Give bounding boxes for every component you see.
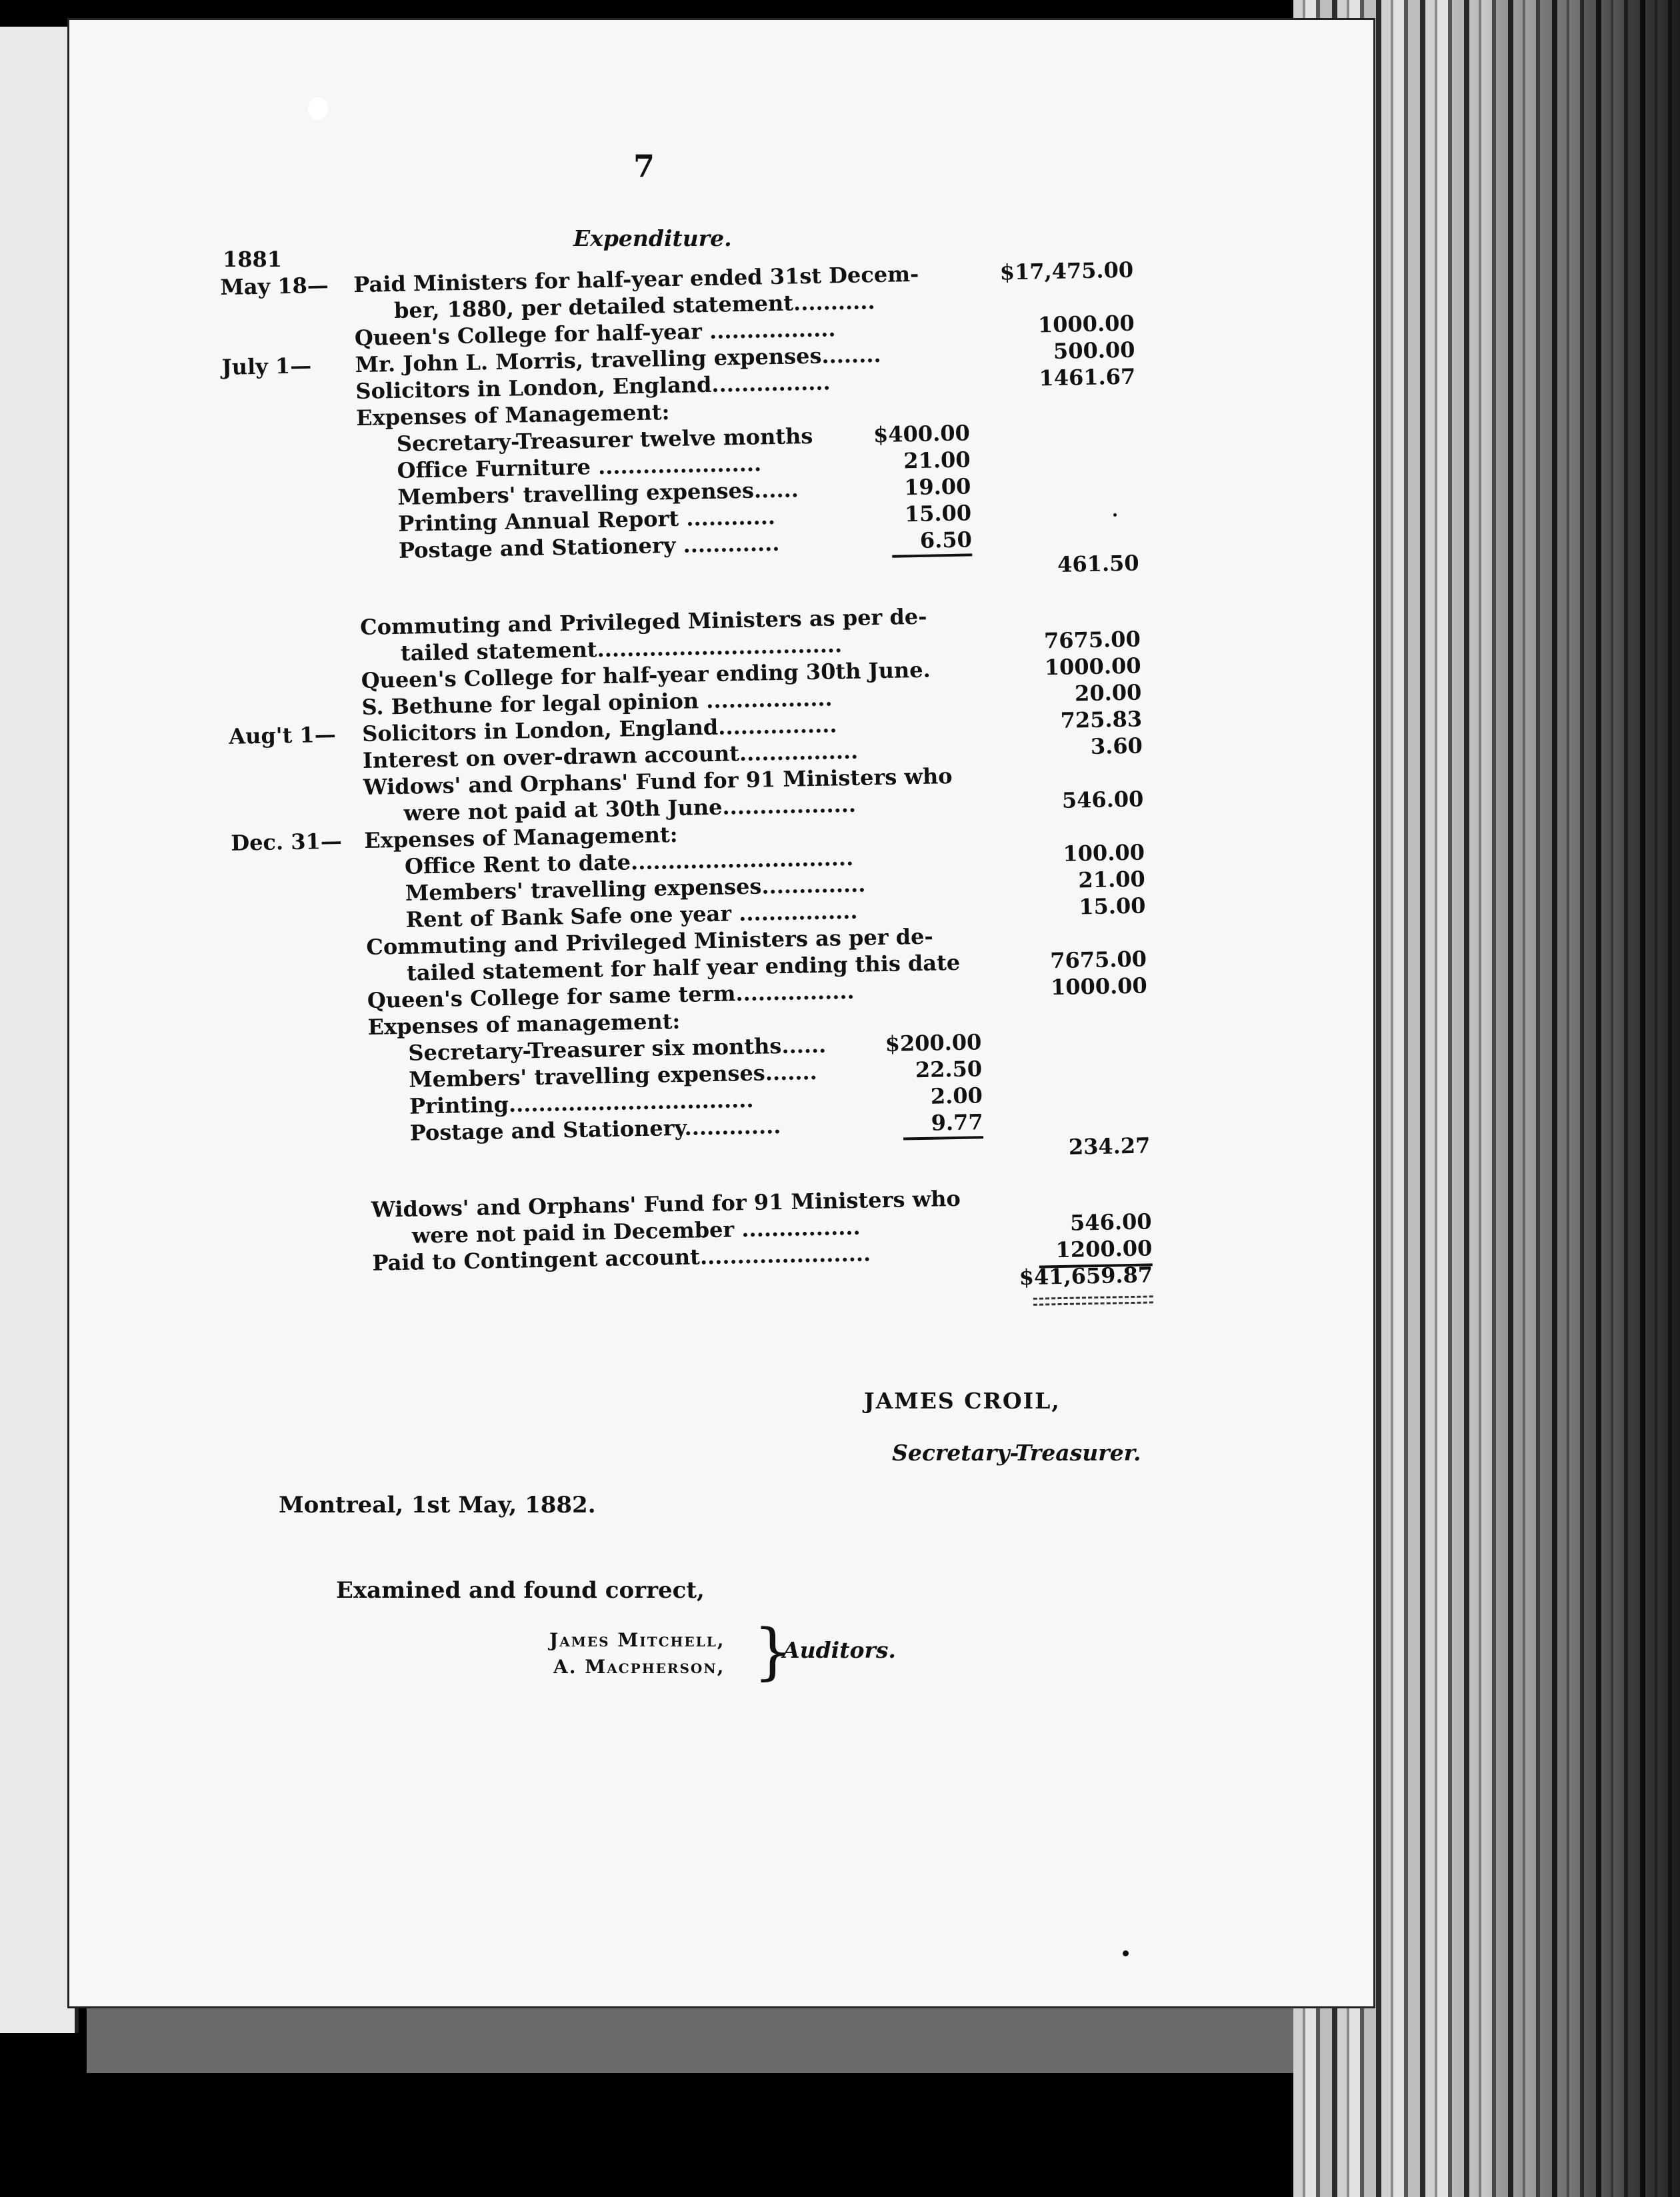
ledger-description: Paid to Contingent account....................... <box>372 1240 871 1276</box>
ledger-sub-amount: 2.00 <box>930 1083 983 1109</box>
ledger-description: Queen's College for same term................ <box>367 978 855 1013</box>
ledger-description: tailed statement................................. <box>400 632 843 666</box>
binding-shadow <box>1453 0 1680 2197</box>
ledger-description: Members' travelling expenses...... <box>397 477 799 510</box>
ledger-amount: 1000.00 <box>1044 653 1141 681</box>
ledger-description: Members' travelling expenses.............. <box>405 871 866 906</box>
ledger-sub-amount: 9.77 <box>931 1109 983 1136</box>
ledger-description: Expenses of management: <box>367 1008 681 1040</box>
ledger-description: Mr. John L. Morris, travelling expenses........ <box>355 341 881 378</box>
ledger-description: were not paid in December ................ <box>411 1214 861 1248</box>
ledger-amount: 546.00 <box>1069 1208 1152 1236</box>
ledger-sub-amount: $200.00 <box>885 1029 982 1057</box>
ledger-sub-amount: $400.00 <box>873 420 971 448</box>
page-number: 7 <box>633 148 655 184</box>
ledger-amount: 100.00 <box>1063 839 1145 867</box>
ledger-amount: 7675.00 <box>1043 626 1141 654</box>
ledger-description: Rent of Bank Safe one year ................ <box>405 898 858 933</box>
ledger-date: May 18— <box>220 272 329 300</box>
ledger-sub-amount: 21.00 <box>903 447 971 474</box>
ledger-description: Widows' and Orphans' Fund for 91 Ministers who <box>371 1185 961 1222</box>
ledger-description: Widows' and Orphans' Fund for 91 Ministers who <box>363 763 953 801</box>
ledger-description: Printing................................. <box>409 1087 754 1119</box>
ledger-amount: 1000.00 <box>1050 973 1148 1001</box>
ledger-description: Queen's College for half-year ................. <box>354 316 836 351</box>
ledger-amount: 1461.67 <box>1039 363 1136 391</box>
ledger-description: Interest on over-drawn account................ <box>362 738 859 774</box>
ledger-description: Secretary-Treasurer twelve months <box>396 423 813 457</box>
ledger-description: Office Rent to date.............................. <box>404 845 854 879</box>
ledger-description: tailed statement for half year ending this date <box>406 949 961 986</box>
place-and-date: Montreal, 1st May, 1882. <box>279 1492 596 1518</box>
ledger-description: Printing Annual Report ............ <box>397 504 776 537</box>
ledger-description: Paid Ministers for half-year ended 31st Decem- <box>353 261 919 298</box>
ledger-date: July 1— <box>221 353 312 380</box>
ledger-description: Expenses of Management: <box>363 821 678 853</box>
ledger-description: were not paid at 30th June.................. <box>403 791 857 826</box>
ledger-amount: 546.00 <box>1061 786 1144 813</box>
ledger-year: 1881 <box>223 247 283 272</box>
ledger-amount: 7675.00 <box>1049 946 1147 974</box>
ledger-date: Aug't 1— <box>228 721 337 749</box>
ledger-description: ber, 1880, per detailed statement........... <box>393 289 875 323</box>
ledger-amount: $41,659.87 <box>1019 1262 1153 1290</box>
ink-dot <box>1123 1950 1129 1956</box>
ledger-description: Commuting and Privileged Ministers as per de- <box>359 603 927 641</box>
ledger-description: Queen's College for half-year ending 30th June. <box>361 657 931 694</box>
auditor-brace: } <box>753 1616 793 1687</box>
section-heading: Expenditure. <box>573 225 732 251</box>
ledger-amount: 15.00 <box>1078 893 1146 920</box>
ledger-sub-amount: 6.50 <box>919 527 973 553</box>
ledger-amount: 1000.00 <box>1037 310 1135 338</box>
ledger-amount: $17,475.00 <box>999 257 1134 285</box>
ledger-description: S. Bethune for legal opinion ................. <box>361 685 833 721</box>
auditor-name: James Mitchell, <box>549 1629 725 1651</box>
paper-speck <box>308 97 328 120</box>
ledger-sub-amount: 19.00 <box>903 473 971 501</box>
ledger-description: Solicitors in London, England................ <box>355 369 831 405</box>
ledger-amount: 1200.00 <box>1055 1235 1153 1263</box>
ledger-amount: 234.27 <box>1068 1132 1151 1160</box>
ledger-amount: 500.00 <box>1053 337 1135 365</box>
auditor-name: A. Macpherson, <box>553 1656 725 1678</box>
auditors-label: Auditors. <box>783 1637 896 1663</box>
ledger-amount: 20.00 <box>1074 679 1142 707</box>
ledger-date: Dec. 31— <box>231 828 343 856</box>
ledger-description: Members' travelling expenses....... <box>408 1059 818 1093</box>
ledger-description: Postage and Stationery............. <box>409 1113 781 1146</box>
ledger-description: Solicitors in London, England................ <box>361 712 837 747</box>
ledger-description: Commuting and Privileged Ministers as per de- <box>366 923 934 960</box>
ledger-amount: 3.60 <box>1090 733 1143 760</box>
ledger-amount: 725.83 <box>1060 706 1143 733</box>
facing-page-edge <box>0 27 79 2033</box>
ledger-sub-amount: 15.00 <box>904 500 972 527</box>
ledger-amount: 461.50 <box>1057 550 1139 577</box>
ledger-description: Secretary-Treasurer six months...... <box>408 1032 827 1066</box>
signatory-name: JAMES CROIL, <box>864 1388 1061 1414</box>
ledger-description: Expenses of Management: <box>355 399 670 431</box>
ledger-amount: 21.00 <box>1078 866 1146 893</box>
examination-note: Examined and found correct, <box>336 1577 705 1604</box>
ledger-sub-amount: 22.50 <box>915 1056 983 1083</box>
ledger-description: Office Furniture ...................... <box>397 451 762 483</box>
expenditure-ledger <box>220 257 1153 1306</box>
ledger-description: Postage and Stationery ............. <box>398 530 780 563</box>
signatory-title: Secretary-Treasurer. <box>892 1440 1141 1466</box>
